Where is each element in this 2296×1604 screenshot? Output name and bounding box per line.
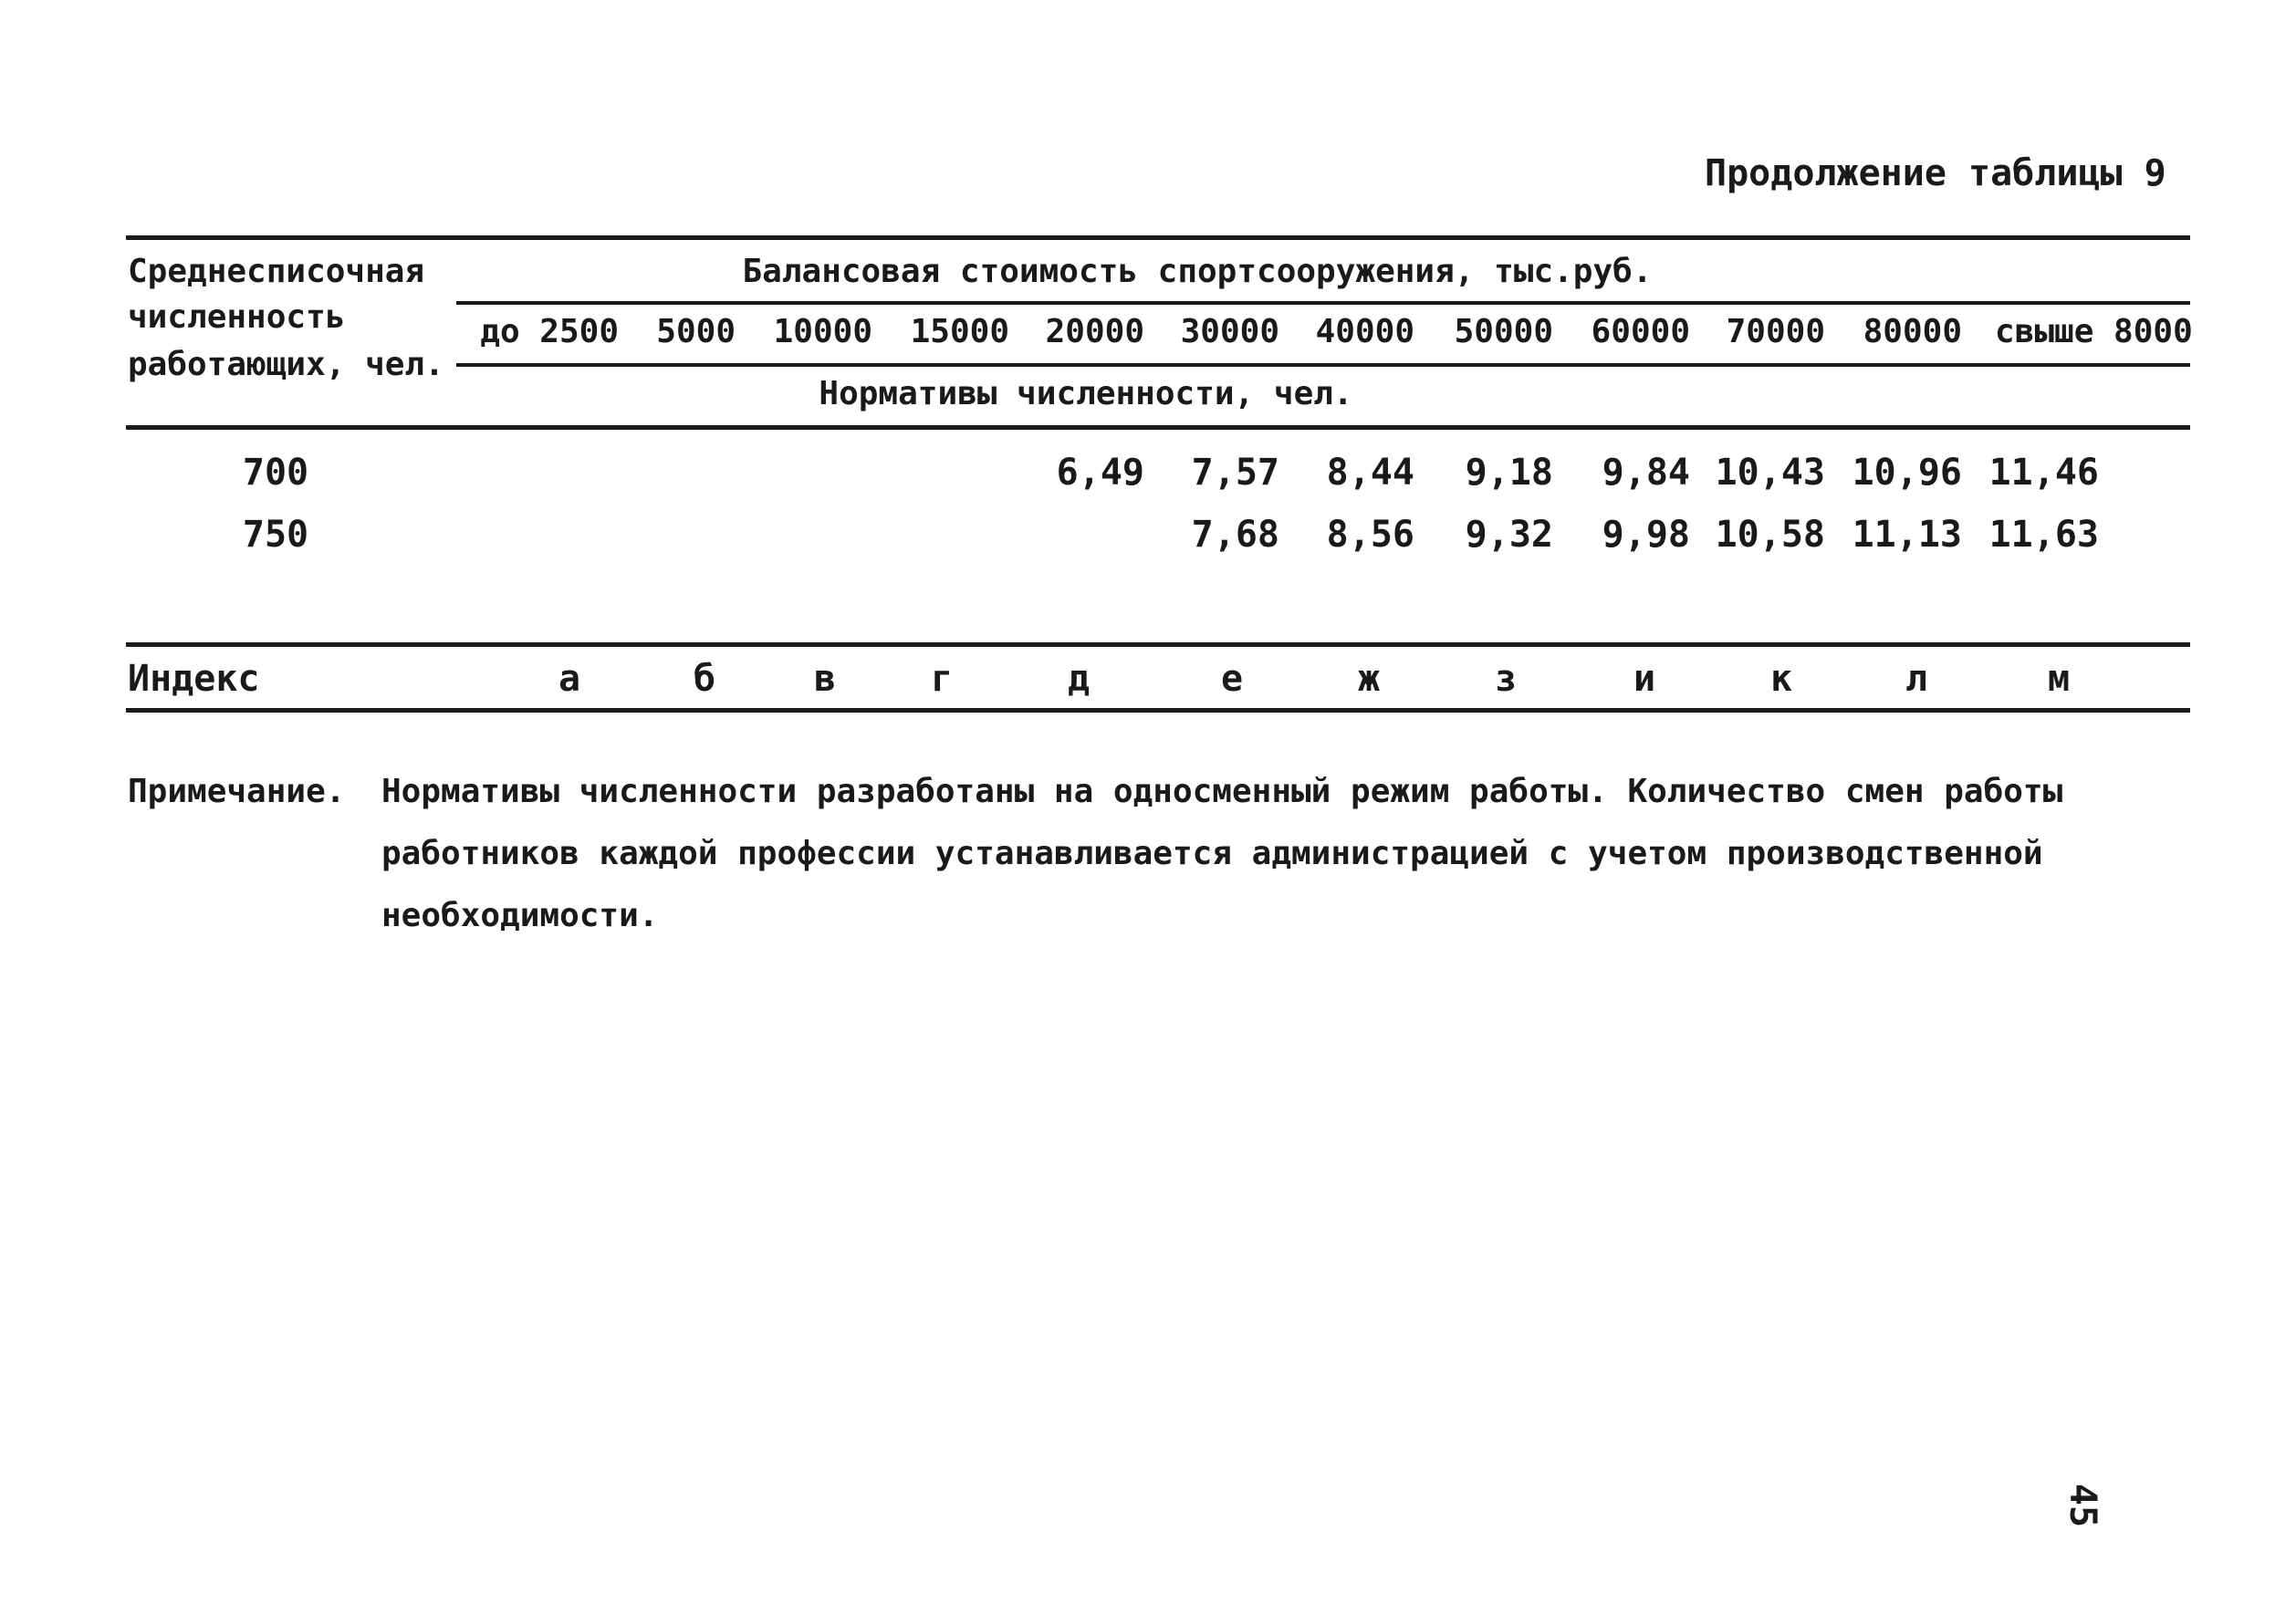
table-cell: 11,63 — [1988, 514, 2099, 556]
group-header-rule — [456, 301, 2190, 305]
table-cell: 11,46 — [1988, 452, 2099, 494]
table-cell: 7,68 — [1191, 514, 1279, 556]
row-header-line-2: численность — [128, 298, 346, 336]
table-cell: 8,56 — [1326, 514, 1414, 556]
table-cell: 9,32 — [1465, 514, 1553, 556]
table-cell: 9,98 — [1602, 514, 1690, 556]
column-header: 30000 — [1180, 313, 1279, 350]
note-label: Примечание. — [128, 773, 346, 810]
column-header: 50000 — [1454, 313, 1553, 350]
index-letter: в — [813, 658, 837, 700]
index-letter: д — [1067, 658, 1091, 700]
index-letter: е — [1220, 658, 1244, 700]
index-letter: ж — [1357, 658, 1381, 700]
page-number: 45 — [2061, 1483, 2104, 1528]
table-cell: 10,96 — [1852, 452, 1962, 494]
table-cell: 7,57 — [1191, 452, 1279, 494]
row-label: 700 — [242, 452, 309, 494]
index-bottom-rule — [126, 708, 2190, 713]
table-cell: 9,18 — [1465, 452, 1553, 494]
index-label: Индекс — [128, 658, 260, 700]
table-cell: 9,84 — [1602, 452, 1690, 494]
index-letter: к — [1769, 658, 1793, 700]
continuation-title: Продолжение таблицы 9 — [1705, 152, 2166, 194]
table-cell: 10,58 — [1715, 514, 1825, 556]
header-bottom-rule — [126, 425, 2190, 430]
table-cell: 8,44 — [1326, 452, 1414, 494]
column-header: 15000 — [910, 313, 1009, 350]
column-header: 40000 — [1315, 313, 1414, 350]
table-cell: 10,43 — [1715, 452, 1825, 494]
note-line: необходимости. — [381, 897, 659, 934]
column-header: свыше 8000 — [1995, 313, 2193, 350]
columns-rule — [456, 363, 2190, 367]
index-letter: л — [1905, 658, 1928, 700]
column-header: 80000 — [1863, 313, 1962, 350]
index-top-rule — [126, 642, 2190, 647]
column-header: 10000 — [773, 313, 872, 350]
index-letter: и — [1633, 658, 1656, 700]
row-label: 750 — [242, 514, 309, 556]
column-header: 20000 — [1045, 313, 1144, 350]
index-letter: г — [930, 658, 954, 700]
index-letter: з — [1494, 658, 1518, 700]
column-header: 60000 — [1591, 313, 1690, 350]
group-header: Балансовая стоимость спортсооружения, тыс.руб. — [742, 253, 1653, 290]
index-letter: м — [2047, 658, 2071, 700]
row-header-line-3: работающих, чел. — [128, 346, 444, 383]
table-cell: 6,49 — [1056, 452, 1144, 494]
table-cell: 11,13 — [1852, 514, 1962, 556]
column-header: до 2500 — [480, 313, 619, 350]
column-header: 70000 — [1726, 313, 1825, 350]
index-letter: б — [693, 658, 716, 700]
note-line: работников каждой профессии устанавливается администрацией с учетом производственной — [381, 835, 2043, 872]
index-letter: а — [558, 658, 581, 700]
note-line: Нормативы численности разработаны на односменный режим работы. Количество смен работы — [381, 773, 2063, 810]
column-header: 5000 — [656, 313, 736, 350]
subheader: Нормативы численности, чел. — [819, 375, 1353, 412]
table-top-rule — [126, 235, 2190, 240]
row-header-line-1: Среднесписочная — [128, 253, 425, 290]
